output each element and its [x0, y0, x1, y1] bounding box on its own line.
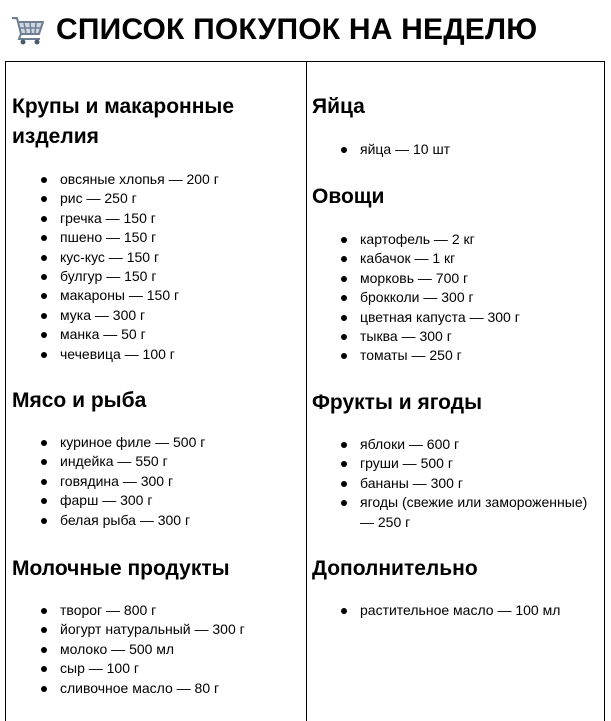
section-fruits-berries: [312, 388, 602, 532]
list-item: сыр — 100 г: [12, 659, 300, 678]
section-heading: Молочные продукты: [12, 557, 230, 580]
list-item: гречка — 150 г: [12, 209, 300, 228]
list-item: индейка — 550 г: [12, 452, 300, 471]
shopping-cart-icon: [8, 12, 48, 48]
item-list: [12, 601, 300, 698]
list-item: яблоки — 600 г: [312, 435, 602, 454]
list-item: рис — 250 г: [12, 189, 300, 208]
list-table: [5, 61, 605, 721]
section-dairy: [12, 554, 300, 698]
column-divider: [306, 62, 307, 721]
list-item: овсяные хлопья — 200 г: [12, 170, 300, 189]
list-item: яйца — 10 шт: [312, 140, 602, 159]
list-item: булгур — 150 г: [12, 267, 300, 286]
list-item: морковь — 700 г: [312, 269, 602, 288]
section-meat-fish: [12, 386, 300, 530]
section-vegetables: [312, 182, 602, 366]
item-list: [312, 601, 602, 620]
list-item: брокколи — 300 г: [312, 288, 602, 307]
list-item: груши — 500 г: [312, 454, 602, 473]
list-item: мука — 300 г: [12, 306, 300, 325]
list-item: творог — 800 г: [12, 601, 300, 620]
item-list: [312, 435, 602, 532]
section-heading: Дополнительно: [312, 557, 478, 580]
list-item: макароны — 150 г: [12, 286, 300, 305]
list-item: растительное масло — 100 мл: [312, 601, 602, 620]
title-row: [8, 8, 537, 52]
section-heading: Крупы и макаронные изделия: [12, 95, 235, 148]
item-list: [12, 170, 300, 364]
list-item: куриное филе — 500 г: [12, 433, 300, 452]
page-title: СПИСОК ПОКУПОК НА НЕДЕЛЮ: [56, 13, 538, 46]
section-heading: Фрукты и ягоды: [312, 391, 482, 414]
section-grains: [12, 92, 300, 364]
list-item: йогурт натуральный — 300 г: [12, 620, 300, 639]
list-item: пшено — 150 г: [12, 228, 300, 247]
list-item: ягоды (свежие или замороженные) — 250 г: [312, 493, 602, 532]
item-list: [312, 140, 602, 159]
list-item: бананы — 300 г: [312, 474, 602, 493]
list-item: тыква — 300 г: [312, 327, 602, 346]
list-item: кабачок — 1 кг: [312, 249, 602, 268]
section-heading: Яйца: [312, 95, 365, 118]
list-item: белая рыба — 300 г: [12, 511, 300, 530]
list-item: томаты — 250 г: [312, 346, 602, 365]
list-item: говядина — 300 г: [12, 472, 300, 491]
list-item: кус-кус — 150 г: [12, 248, 300, 267]
list-item: сливочное масло — 80 г: [12, 679, 300, 698]
section-heading: Мясо и рыба: [12, 389, 147, 412]
list-item: цветная капуста — 300 г: [312, 308, 602, 327]
section-heading: Овощи: [312, 185, 385, 208]
list-item: чечевица — 100 г: [12, 345, 300, 364]
section-additional: [312, 554, 602, 620]
list-item: картофель — 2 кг: [312, 230, 602, 249]
item-list: [12, 433, 300, 530]
list-item: фарш — 300 г: [12, 491, 300, 510]
list-item: молоко — 500 мл: [12, 640, 300, 659]
section-eggs: [312, 92, 602, 159]
list-item: манка — 50 г: [12, 325, 300, 344]
item-list: [312, 230, 602, 366]
